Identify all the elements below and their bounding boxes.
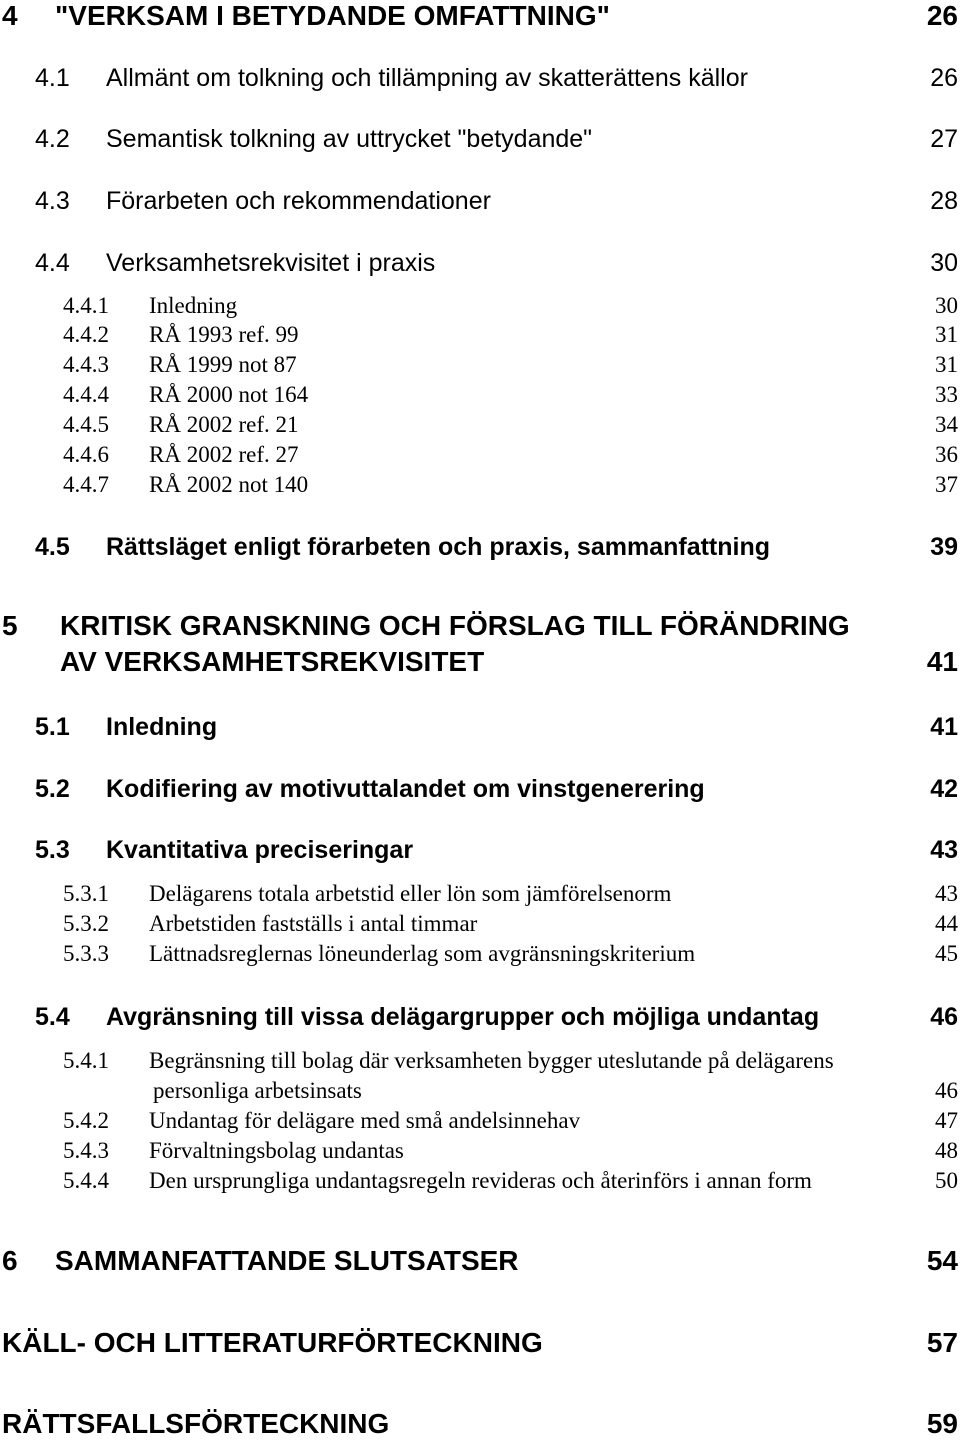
- toc-entry-4-4-2[interactable]: [0, 322, 960, 350]
- entry-number: 5.4.4: [63, 1168, 109, 1193]
- entry-number: 4.4.3: [63, 352, 109, 377]
- entry-title-line-1: KRITISK GRANSKNING OCH FÖRSLAG TILL FÖRÄNDRING: [60, 610, 850, 641]
- entry-title: Inledning: [106, 713, 218, 741]
- entry-page: 41: [926, 646, 958, 677]
- entry-page: 33: [935, 382, 958, 407]
- toc-entry-5-4-4[interactable]: [0, 1168, 960, 1196]
- entry-number: 5.2: [35, 775, 70, 803]
- entry-title: RÅ 2002 not 140: [149, 472, 309, 497]
- toc-entry-5-3-2[interactable]: [0, 911, 960, 939]
- entry-page: 50: [935, 1168, 958, 1193]
- entry-number: 5.4.3: [63, 1138, 109, 1163]
- entry-number: 5.4: [35, 1003, 70, 1031]
- entry-number: 4.4.1: [63, 293, 109, 318]
- entry-page: 46: [930, 1003, 958, 1031]
- entry-page: 37: [935, 472, 958, 497]
- entry-title: Förvaltningsbolag undantas: [149, 1138, 404, 1163]
- entry-page: 30: [935, 293, 958, 318]
- toc-entry-chapter-4[interactable]: [0, 0, 960, 34]
- toc-entry-4-4-7[interactable]: [0, 472, 960, 500]
- entry-title: RÄTTSFALLSFÖRTECKNING: [2, 1408, 390, 1439]
- entry-page: 47: [935, 1108, 958, 1133]
- entry-title: Kodifiering av motivuttalandet om vinstgenerering: [106, 775, 705, 803]
- toc-entry-5-3[interactable]: [0, 836, 960, 866]
- entry-page: 36: [935, 442, 958, 467]
- entry-page: 34: [935, 412, 958, 437]
- entry-number: 4.3: [35, 187, 70, 215]
- entry-title: Allmänt om tolkning och tillämpning av skatterättens källor: [106, 64, 748, 92]
- entry-number: 5.1: [35, 713, 70, 741]
- toc-entry-sources[interactable]: [0, 1327, 960, 1361]
- entry-title: Undantag för delägare med små andelsinnehav: [149, 1108, 581, 1133]
- entry-page: 54: [926, 1245, 958, 1276]
- toc-entry-chapter-5[interactable]: [0, 610, 960, 682]
- toc-entry-5-2[interactable]: [0, 775, 960, 805]
- entry-title: RÅ 1993 ref. 99: [149, 322, 299, 347]
- entry-page: 46: [935, 1078, 958, 1103]
- toc-entry-5-1[interactable]: [0, 713, 960, 743]
- entry-number: 4.4.7: [63, 472, 109, 497]
- entry-page: 43: [930, 836, 958, 864]
- toc-entry-cases[interactable]: [0, 1408, 960, 1442]
- toc-entry-5-4[interactable]: [0, 1003, 960, 1033]
- entry-page: 31: [935, 352, 958, 377]
- entry-number: 5.4.2: [63, 1108, 109, 1133]
- entry-page: 48: [935, 1138, 958, 1163]
- entry-title: Rättsläget enligt förarbeten och praxis, sammanfattning: [106, 533, 771, 561]
- toc-entry-4-4[interactable]: [0, 249, 960, 279]
- entry-number: 5.3.1: [63, 881, 109, 906]
- entry-page: 27: [930, 125, 958, 153]
- entry-page: 30: [930, 249, 958, 277]
- entry-number: 4.4.4: [63, 382, 109, 407]
- toc-entry-4-5[interactable]: [0, 533, 960, 563]
- toc-entry-4-4-5[interactable]: [0, 412, 960, 440]
- entry-title-line-2: AV VERKSAMHETSREKVISITET: [60, 646, 485, 677]
- entry-page: 31: [935, 322, 958, 347]
- entry-page: 57: [926, 1327, 958, 1358]
- toc-entry-5-4-3[interactable]: [0, 1138, 960, 1166]
- toc-entry-4-2[interactable]: [0, 125, 960, 155]
- entry-number: 4.4.2: [63, 322, 109, 347]
- entry-title: RÅ 2000 not 164: [149, 382, 309, 407]
- entry-number: 4.5: [35, 533, 70, 561]
- entry-title: Kvantitativa preciseringar: [106, 836, 414, 864]
- entry-page: 59: [926, 1408, 958, 1439]
- entry-title-line-1: Begränsning till bolag där verksamheten bygger uteslutande på delägarens: [149, 1048, 834, 1073]
- toc-entry-4-1[interactable]: [0, 64, 960, 94]
- entry-number: 4.4.6: [63, 442, 109, 467]
- entry-number: 4.1: [35, 64, 70, 92]
- entry-number: 5.4.1: [63, 1048, 109, 1073]
- entry-page: 43: [935, 881, 958, 906]
- entry-title: Delägarens totala arbetstid eller lön som jämförelsenorm: [149, 881, 672, 906]
- entry-page: 26: [930, 64, 958, 92]
- entry-page: 41: [930, 713, 958, 741]
- toc-entry-5-3-1[interactable]: [0, 881, 960, 909]
- toc-entry-4-3[interactable]: [0, 187, 960, 217]
- entry-number: 6: [2, 1245, 18, 1276]
- entry-title: Semantisk tolkning av uttrycket "betydande": [106, 125, 593, 153]
- entry-number: 4.4: [35, 249, 70, 277]
- entry-title: Verksamhetsrekvisitet i praxis: [106, 249, 436, 277]
- entry-page: 44: [935, 911, 958, 936]
- entry-title: RÅ 2002 ref. 27: [149, 442, 299, 467]
- toc-entry-4-4-6[interactable]: [0, 442, 960, 470]
- entry-title: SAMMANFATTANDE SLUTSATSER: [55, 1245, 519, 1276]
- entry-title: RÅ 1999 not 87: [149, 352, 297, 377]
- entry-number: 5.3.3: [63, 941, 109, 966]
- entry-title: Förarbeten och rekommendationer: [106, 187, 491, 215]
- entry-page: 28: [930, 187, 958, 215]
- entry-title: Arbetstiden fastställs i antal timmar: [149, 911, 478, 936]
- entry-title: Lättnadsreglernas löneunderlag som avgränsningskriterium: [149, 941, 696, 966]
- entry-title: "VERKSAM I BETYDANDE OMFATTNING": [55, 0, 610, 31]
- entry-page: 26: [926, 0, 958, 31]
- toc-entry-5-3-3[interactable]: [0, 941, 960, 969]
- entry-number: 4.4.5: [63, 412, 109, 437]
- toc-entry-4-4-1[interactable]: [0, 293, 960, 321]
- entry-number: 5: [2, 610, 18, 641]
- entry-number: 5.3.2: [63, 911, 109, 936]
- entry-title-line-2: personliga arbetsinsats: [153, 1078, 362, 1103]
- entry-title: RÅ 2002 ref. 21: [149, 412, 299, 437]
- entry-number: 4.2: [35, 125, 70, 153]
- toc-entry-4-4-3[interactable]: [0, 352, 960, 380]
- toc-entry-chapter-6[interactable]: [0, 1245, 960, 1279]
- entry-title: Inledning: [149, 293, 238, 318]
- entry-title: KÄLL- OCH LITTERATURFÖRTECKNING: [2, 1327, 543, 1358]
- entry-page: 45: [935, 941, 958, 966]
- toc-entry-5-4-2[interactable]: [0, 1108, 960, 1136]
- entry-number: 5.3: [35, 836, 70, 864]
- entry-page: 42: [930, 775, 958, 803]
- entry-number: 4: [2, 0, 18, 31]
- entry-title: Den ursprungliga undantagsregeln revideras och återinförs i annan form: [149, 1168, 812, 1193]
- toc-entry-5-4-1[interactable]: [0, 1048, 960, 1106]
- entry-title: Avgränsning till vissa delägargrupper och möjliga undantag: [106, 1003, 820, 1031]
- toc-entry-4-4-4[interactable]: [0, 382, 960, 410]
- entry-page: 39: [930, 533, 958, 561]
